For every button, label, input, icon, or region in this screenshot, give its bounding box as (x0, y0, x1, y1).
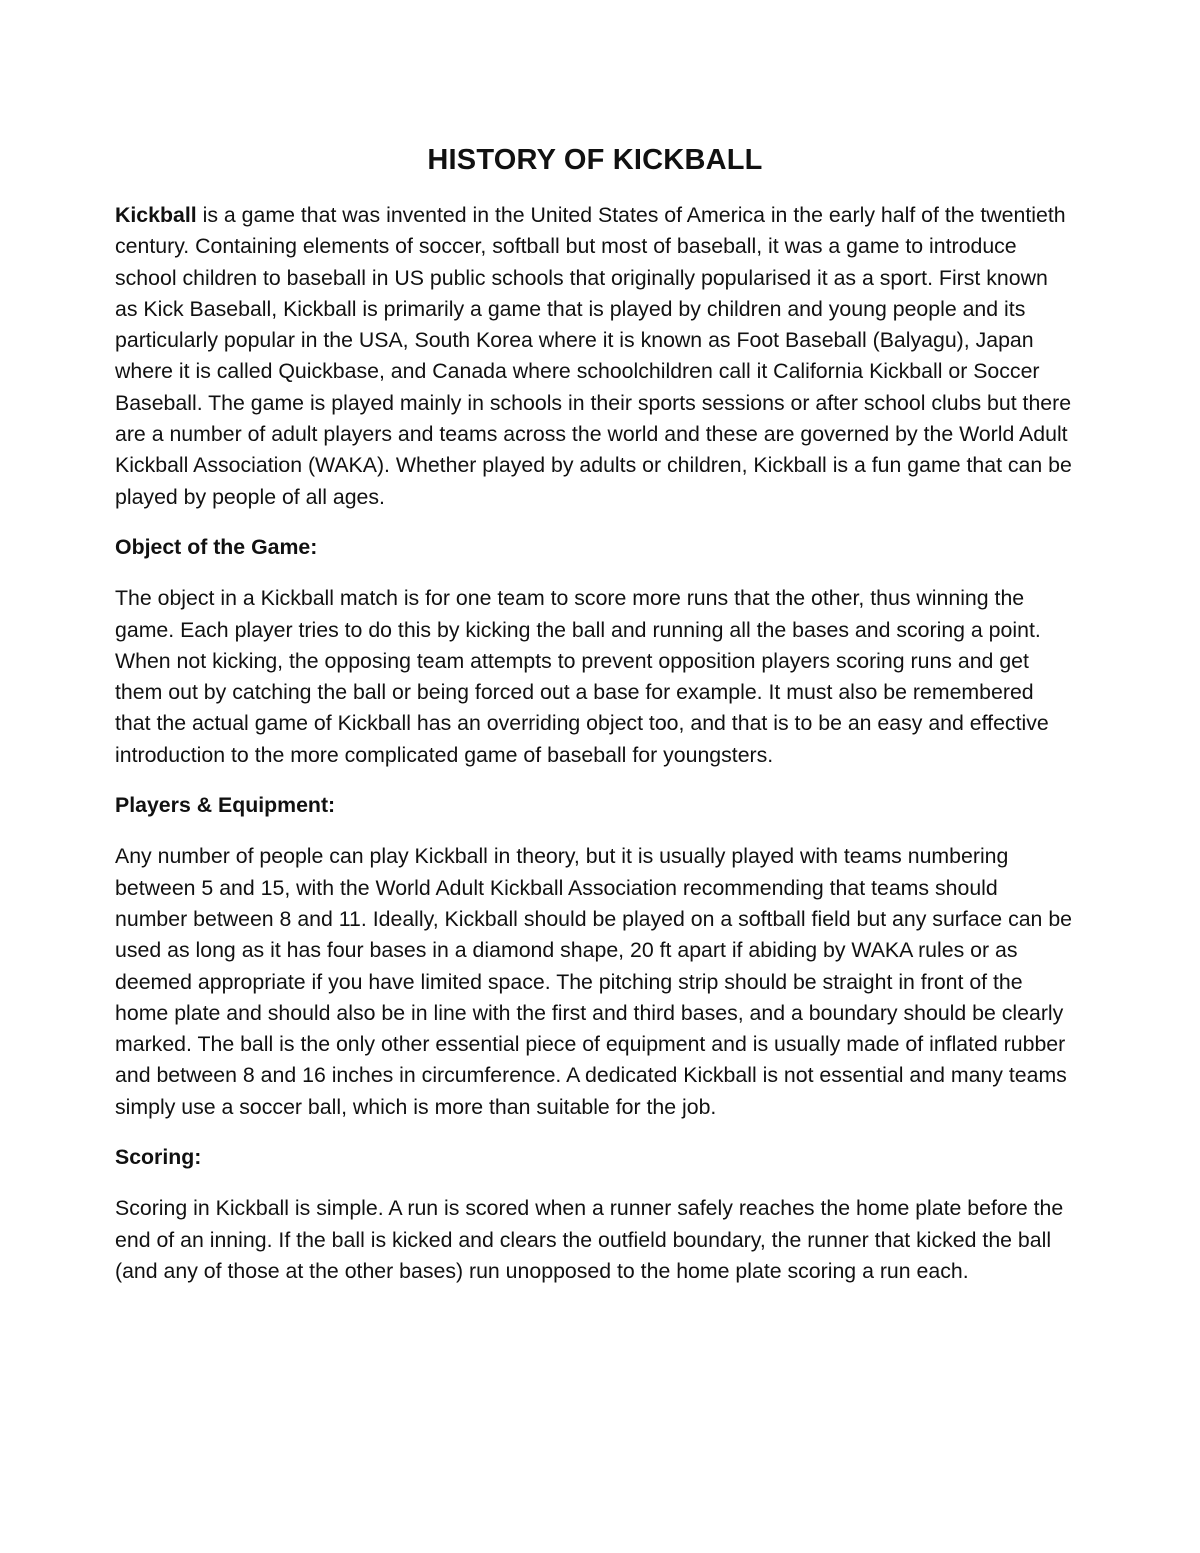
intro-lead-term: Kickball (115, 203, 197, 227)
intro-paragraph (115, 200, 1075, 513)
document-title: HISTORY OF KICKBALL (427, 144, 763, 176)
section-body-object: The object in a Kickball match is for one team to score more runs that the other, thus winning the game. Each player tries to do this by kicking the ball and running all the bases and scoring a point. When not kicking, the opposing team attempts to prevent opposition players scoring runs and get them out by catching the ball or being forced out a base for example. It must also be remembered that the actual game of Kickball has an overriding object too, and that is to be an easy and effective introduction to the more complicated game of baseball for youngsters. (115, 586, 1049, 767)
section-body-players-equipment: Any number of people can play Kickball in theory, but it is usually played with teams numbering between 5 and 15, with the World Adult Kickball Association recommending that teams should number between 8 and 11. Ideally, Kickball should be played on a softball field but any surface can be used as long as it has four bases in a diamond shape, 20 ft apart if abiding by WAKA rules or as deemed appropriate if you have limited space. The pitching strip should be straight in front of the home plate and should also be in line with the first and third bases, and a boundary should be clearly marked. The ball is the only other essential piece of equipment and is usually made of inflated rubber and between 8 and 16 inches in circumference. A dedicated Kickball is not essential and many teams simply use a soccer ball, which is more than suitable for the job. (115, 844, 1073, 1119)
section-heading-scoring: Scoring: (115, 1145, 202, 1170)
section-heading-players-equipment: Players & Equipment: (115, 793, 336, 818)
intro-text: is a game that was invented in the United States of America in the early half of the twentieth century. Containing elements of soccer, softball but most of baseball, it was a game to introduce school children to baseball in US public schools that originally popularised it as a sport. First known as Kick Baseball, Kickball is primarily a game that is played by children and young people and its particularly popular in the USA, South Korea where it is known as Foot Baseball (Balyagu), Japan where it is called Quickbase, and Canada where schoolchildren call it California Kickball or Soccer Baseball. The game is played mainly in schools in their sports sessions or after school clubs but there are a number of adult players and teams across the world and these are governed by the World Adult Kickball Association (WAKA). Whether played by adults or children, Kickball is a fun game that can be played by people of all ages. (115, 203, 1072, 509)
section-body-scoring: Scoring in Kickball is simple. A run is scored when a runner safely reaches the home plate before the end of an inning. If the ball is kicked and clears the outfield boundary, the runner that kicked the ball (and any of those at the other bases) run unopposed to the home plate scoring a run each. (115, 1196, 1064, 1283)
document-page (115, 140, 1075, 1306)
section-heading-object: Object of the Game: (115, 534, 318, 559)
